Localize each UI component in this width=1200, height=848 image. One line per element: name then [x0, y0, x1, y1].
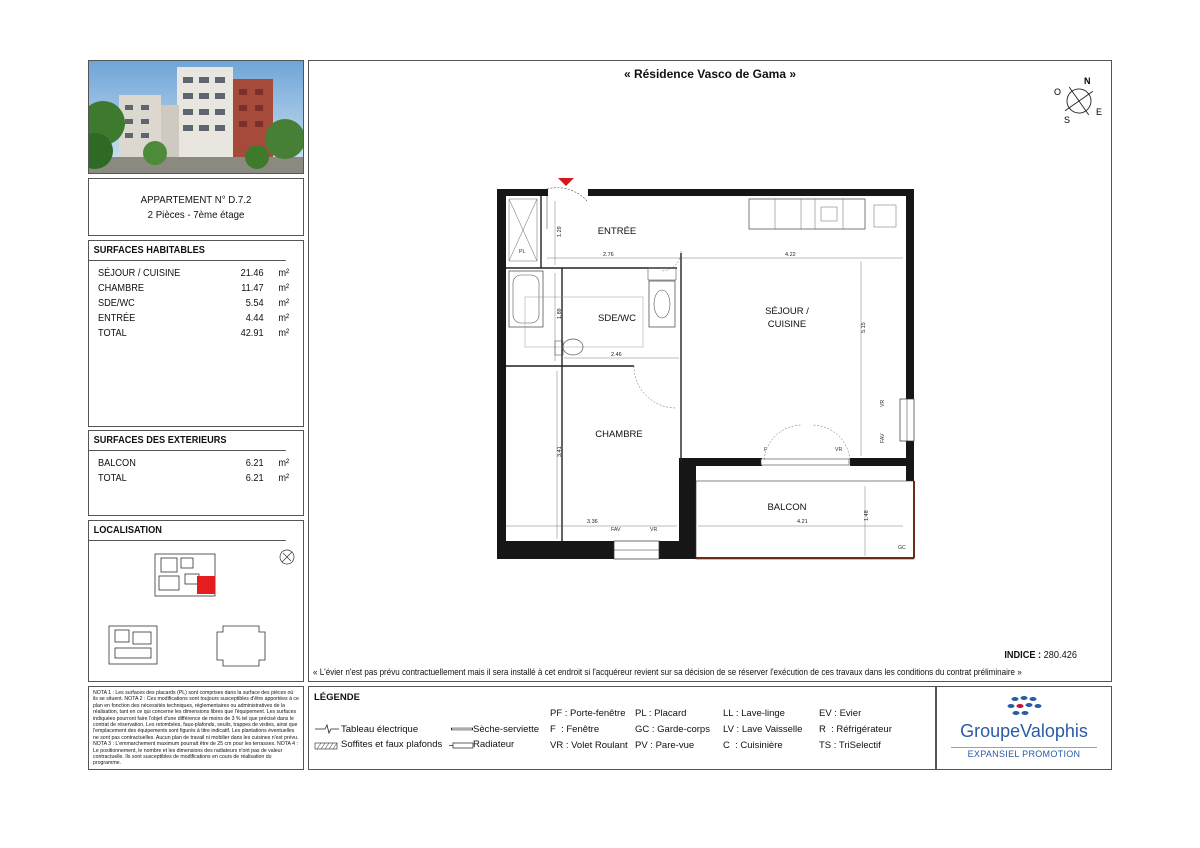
compass-n: N	[1084, 76, 1091, 86]
mark-vr-2: VR	[650, 527, 658, 533]
residence-title: « Résidence Vasco de Gama »	[623, 67, 797, 81]
exterior-row	[98, 473, 291, 485]
habitable-unit: m²	[278, 313, 290, 324]
mark-vr-1: VR	[835, 447, 843, 453]
mark-fav-1: FAV	[611, 527, 621, 533]
legend-symbol-label: Tableau électrique	[341, 724, 419, 735]
habitable-label: SÉJOUR / CUISINE	[98, 268, 181, 279]
legend-symbol-label: Sèche-serviette	[473, 724, 540, 735]
legend-abbr-item: VR : Volet Roulant	[550, 740, 628, 751]
legend-panel	[308, 686, 936, 770]
dim-8: 3.36	[587, 519, 598, 525]
localisation-compass-icon	[280, 550, 294, 564]
exterior-header: SURFACES DES EXTERIEURS	[89, 431, 286, 451]
legend-abbr-item: F : Fenêtre	[550, 724, 600, 735]
logo-name-a: Groupe	[960, 721, 1021, 741]
legend-abbr-item: R : Réfrigérateur	[819, 724, 892, 735]
soffit-icon	[315, 743, 337, 749]
mark-gc: GC	[898, 545, 906, 551]
disclaimer: « L'évier n'est pas prévu contractuellement mais il sera installé à cet endroit si l'acquéreur revient sur sa décision de se réserver l'exécution de ces travaux dans les conditions du contrat préliminaire »	[313, 667, 1022, 677]
habitable-value: 11.47	[241, 283, 264, 294]
mark-pl: PL	[519, 249, 526, 255]
compass-o: O	[1054, 87, 1062, 97]
room-chambre: CHAMBRE	[595, 429, 643, 440]
room-sejour-2: CUISINE	[767, 319, 807, 330]
room-balcon: BALCON	[767, 502, 807, 513]
habitable-unit: m²	[278, 298, 290, 309]
habitable-surfaces-panel	[88, 240, 304, 427]
radiator-icon	[449, 743, 473, 748]
apartment-info	[88, 178, 304, 236]
mark-fav-2: FAV	[880, 433, 886, 443]
exterior-value: 6.21	[245, 458, 264, 469]
plan-panel	[308, 60, 1112, 682]
habitable-row	[98, 313, 291, 325]
compass-s: S	[1064, 115, 1071, 125]
exterior-value: 6.21	[245, 473, 264, 484]
habitable-row	[98, 328, 291, 340]
localisation-header: LOCALISATION	[89, 521, 286, 541]
legend-abbr-item: LV : Lave Vaisselle	[723, 724, 803, 735]
room-entree: ENTRÉE	[597, 226, 637, 237]
logo-name-b: Valophis	[1020, 721, 1088, 741]
indice-value: 280.426	[1043, 650, 1077, 661]
habitable-unit: m²	[278, 283, 290, 294]
mark-vr-3: VR	[880, 399, 886, 407]
apartment-number: APPARTEMENT N° D.7.2	[140, 194, 252, 206]
exterior-surfaces-panel	[88, 430, 304, 516]
mark-f: F	[764, 447, 768, 453]
localisation-panel	[88, 520, 304, 682]
logo-tagline-text: EXPANSIEL PROMOTION	[967, 749, 1081, 759]
logo-name	[937, 721, 1111, 742]
habitable-header: SURFACES HABITABLES	[89, 241, 286, 261]
compass-e: E	[1096, 107, 1103, 117]
legend-abbr-item: C : Cuisinière	[723, 740, 783, 751]
habitable-value: 5.54	[245, 298, 264, 309]
localisation-map	[89, 540, 303, 680]
legend-abbr-item: TS : TriSelectif	[819, 740, 881, 751]
dim-10: 1.48	[864, 510, 870, 521]
indice	[1004, 650, 1077, 661]
habitable-label: CHAMBRE	[98, 283, 145, 294]
habitable-row	[98, 283, 291, 295]
floor-plan	[309, 61, 1113, 621]
dim-1: 1.29	[557, 226, 563, 237]
apartment-rooms: 2 Pièces - 7ème étage	[147, 209, 245, 221]
panel-icon	[315, 725, 339, 733]
building-photo	[88, 60, 304, 174]
habitable-label: ENTRÉE	[98, 313, 136, 324]
legend-abbr-item: EV : Evier	[819, 708, 862, 719]
room-sde: SDE/WC	[598, 313, 636, 324]
exterior-unit: m²	[278, 473, 290, 484]
legend-abbr-item: PL : Placard	[635, 708, 687, 719]
exterior-row	[98, 458, 291, 470]
exterior-label: BALCON	[98, 458, 136, 469]
legend-header: LÉGENDE	[314, 692, 360, 703]
habitable-value: 21.46	[240, 268, 264, 279]
dim-6: 5.15	[861, 322, 867, 333]
notes-text: NOTA 1 : Les surfaces des placards (PL) sont comprises dans la surface des pièces où ils se situent. NOTA 2 : Ces modifications sont toujours susceptibles d'être apportées à ce plan en fonction des nécessités techniques, réglementaires ou administratives de la réalisation, tant en ce qui concerne les dimensions libres que l'équipement. Les surfaces indiquées pourront faire l'objet d'une différence de moins de 3 % tel que précisé dans le contrat de réservation. Les retombées, faux-plafonds, seuils, trappes de visites, ainsi que l'emplacement des équipements sont figurés à titre indicatif. Les plantations éventuelles ne sont pas contractuelles. Aucun plan de travail ni mobilier dans les cuisines n'est prévu. NOTA 3 : L'emmarchement maximum pourrait être de 25 cm pour les terrasses. NOTA 4 : Le positionnement, le nombre et les dimensions des radiateurs n'ont pas de valeur contractuelle. Ils sont susceptibles de modifications en cours de réalisation du programme.	[93, 690, 299, 767]
logo-tagline	[951, 747, 1097, 759]
legend-abbr-item: GC : Garde-corps	[635, 724, 710, 735]
habitable-unit: m²	[278, 268, 290, 279]
dim-4: 1.89	[557, 308, 563, 319]
exterior-unit: m²	[278, 458, 290, 469]
logo-dots-icon	[1001, 695, 1051, 719]
dim-7: 3.41	[557, 446, 563, 457]
dim-5: 2.46	[611, 352, 622, 358]
dim-2: 2.76	[603, 252, 614, 258]
legend-abbr-item: LL : Lave-linge	[723, 708, 785, 719]
legend-abbr-item: PV : Pare-vue	[635, 740, 695, 751]
exterior-label: TOTAL	[98, 473, 127, 484]
habitable-value: 42.91	[240, 328, 264, 339]
habitable-row	[98, 298, 291, 310]
legend-symbol-label: Radiateur	[473, 739, 515, 750]
room-sejour-1: SÉJOUR /	[765, 306, 809, 317]
notes-panel	[88, 686, 304, 770]
habitable-unit: m²	[278, 328, 290, 339]
legend-abbr-item: PF : Porte-fenêtre	[550, 708, 626, 719]
logo-panel	[936, 686, 1112, 770]
dim-9: 4.21	[797, 519, 808, 525]
legend-symbol-label: Soffites et faux plafonds	[341, 739, 443, 750]
habitable-label: TOTAL	[98, 328, 127, 339]
habitable-row	[98, 268, 291, 280]
localisation-highlight	[197, 576, 215, 594]
habitable-label: SDE/WC	[98, 298, 135, 309]
indice-label: INDICE :	[1004, 650, 1042, 661]
habitable-value: 4.44	[245, 313, 264, 324]
dim-3: 4.22	[785, 252, 796, 258]
entry-marker	[558, 178, 574, 186]
